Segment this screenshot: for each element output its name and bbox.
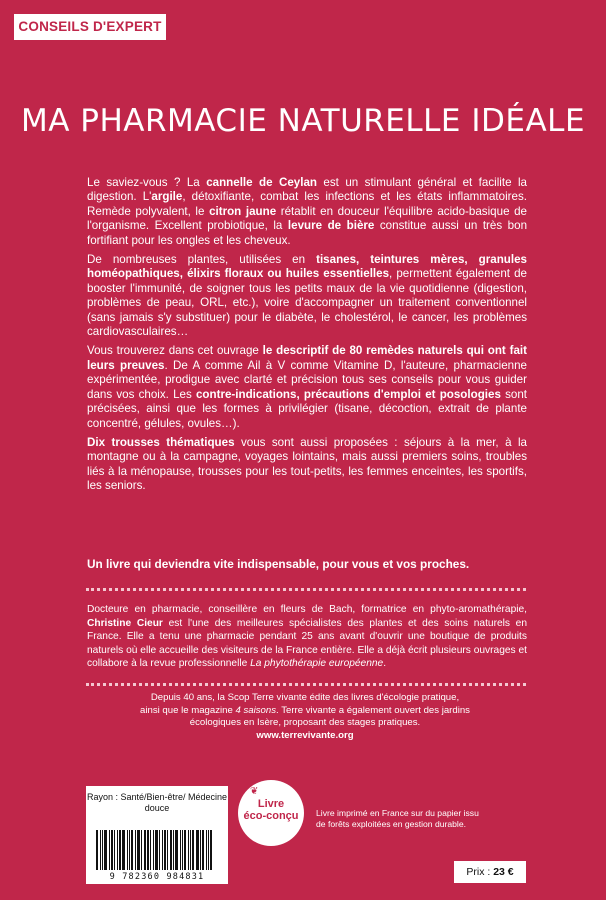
barcode-bar: [173, 830, 174, 870]
dotted-divider: [86, 683, 526, 686]
barcode-bar: [102, 830, 103, 870]
barcode-bar: [144, 830, 146, 870]
barcode-bar: [109, 830, 110, 870]
paragraph-1: Le saviez-vous ? La cannelle de Ceylan est un stimulant général et facilite la digestion. L'argile, détoxifiante, combat les infections et les états inflammatoires. Remède polyvalent, le citron jaune rétablit en douceur l'équilibre acido-basique de l'organisme. Excellent probiotique, la levure de bière constitue aussi un très bon fortifiant pour les ongles et les cheveux.: [87, 176, 528, 247]
barcode-bar: [111, 830, 113, 870]
barcode-box: [86, 786, 228, 884]
barcode-bar: [162, 830, 163, 870]
barcode-bar: [100, 830, 101, 870]
barcode-bar: [196, 830, 199, 870]
barcode-bar: [175, 830, 178, 870]
barcode-bar: [153, 830, 154, 870]
price-value: 23 €: [493, 866, 514, 878]
barcode-bar: [184, 830, 186, 870]
description-text: [87, 176, 527, 499]
eco-design-badge: [238, 780, 304, 846]
barcode-bar: [202, 830, 204, 870]
barcode-bar: [180, 830, 181, 870]
barcode-bar: [114, 830, 115, 870]
eco-badge-line1: Livre: [257, 798, 285, 810]
publisher-url: www.terrevivante.org: [256, 729, 354, 741]
barcode-bar: [159, 830, 160, 870]
barcode-bar: [164, 830, 166, 870]
book-title: MA PHARMACIE NATURELLE IDÉALE: [20, 103, 586, 139]
publisher-info: Depuis 40 ans, la Scop Terre vivante édite des livres d'écologie pratique, ainsi que le magazine 4 saisons. Terre vivante a également ouvert des jardins écologiques en Isère, proposant des stages pratiques. www.terrevivante.org: [140, 692, 470, 741]
barcode-bar: [155, 830, 158, 870]
price-box: [454, 861, 526, 883]
barcode-bar: [147, 830, 149, 870]
author-bio: Docteure en pharmacie, conseillère en fleurs de Bach, formatrice en phyto-aromathérapie, Christine Cieur est l'une des meilleures spécialistes des plantes et des soins naturels en France. Elle a tenu une pharmacie pendant 25 ans avant d'ouvrir une boutique de produits naturels où elle accueille des visiteurs de la France entière. Elle a déjà écrit plusieurs ouvrages et collabore à la revue professionnelle La phytothérapie européenne.: [87, 604, 527, 670]
barcode-bar: [122, 830, 125, 870]
barcode-bar: [210, 830, 212, 870]
category-tag: CONSEILS D'EXPERT: [14, 14, 166, 40]
price-label: Prix :: [466, 866, 494, 878]
shelf-category: Rayon : Santé/Bien-être/ Médecine douce: [86, 792, 228, 813]
barcode-bar: [170, 830, 172, 870]
barcode-bar: [182, 830, 183, 870]
barcode-bar: [188, 830, 189, 870]
barcode-bar: [96, 830, 98, 870]
barcode-bar: [117, 830, 118, 870]
paragraph-4: Dix trousses thématiques vous sont aussi proposées : séjours à la mer, à la montagne ou à la campagne, voyages lointains, mais aussi premiers soins, troubles liés à la ménopause, trousses pour les tout-petits, les femmes enceintes, les sportifs, les seniors.: [87, 435, 527, 493]
leaf-icon: ❦: [250, 786, 259, 797]
paragraph-3: Vous trouverez dans cet ouvrage le descriptif de 80 remèdes naturels qui ont fait leurs preuves. De A comme Ail à V comme Vitamine D, l'auteure, pharmacienne expérimentée, prodigue avec clarté et précision tous ses conseils pour vous guider dans vos choix. Les contre-indications, précautions d'emploi et posologies sont précisées, ainsi que les formes à privilégier (tisane, décoction, extrait de plante concentré, gélules, ovules…).: [87, 344, 528, 430]
barcode-bar: [127, 830, 128, 870]
barcode-bar: [190, 830, 191, 870]
dotted-divider: [86, 588, 526, 591]
closing-line: Un livre qui deviendra vite indispensable, pour vous et vos proches.: [87, 557, 470, 571]
eco-badge-line2: éco-conçu: [243, 810, 299, 822]
barcode-bar: [206, 830, 207, 870]
barcode-bar: [208, 830, 209, 870]
isbn-number: 9 782360 984831: [109, 872, 205, 882]
barcode-bar: [135, 830, 136, 870]
barcode-bar: [150, 830, 151, 870]
barcode-bar: [141, 830, 142, 870]
barcode-bar: [137, 830, 140, 870]
barcode-bar: [200, 830, 201, 870]
barcode-bar: [192, 830, 194, 870]
barcode-bar: [167, 830, 168, 870]
barcode-bar: [129, 830, 130, 870]
barcode-bar: [131, 830, 133, 870]
barcode-bar: [104, 830, 107, 870]
barcode-bars: [96, 830, 218, 870]
paragraph-2: De nombreuses plantes, utilisées en tisanes, teintures mères, granules homéopathiques, élixirs floraux ou huiles essentielles, permettent également de booster l'immunité, de soigner tous les petits maux de la vie quotidienne (digestion, problèmes de peau, ORL, etc.), voire d'accompagner un traitement conventionnel (sans jamais s'y substituer) pour le diabète, le cholestérol, le cancer, les problèmes cardiovasculaires…: [87, 253, 527, 339]
print-note: Livre imprimé en France sur du papier issu de forêts exploitées en gestion durable.: [316, 808, 479, 830]
barcode-bar: [119, 830, 121, 870]
